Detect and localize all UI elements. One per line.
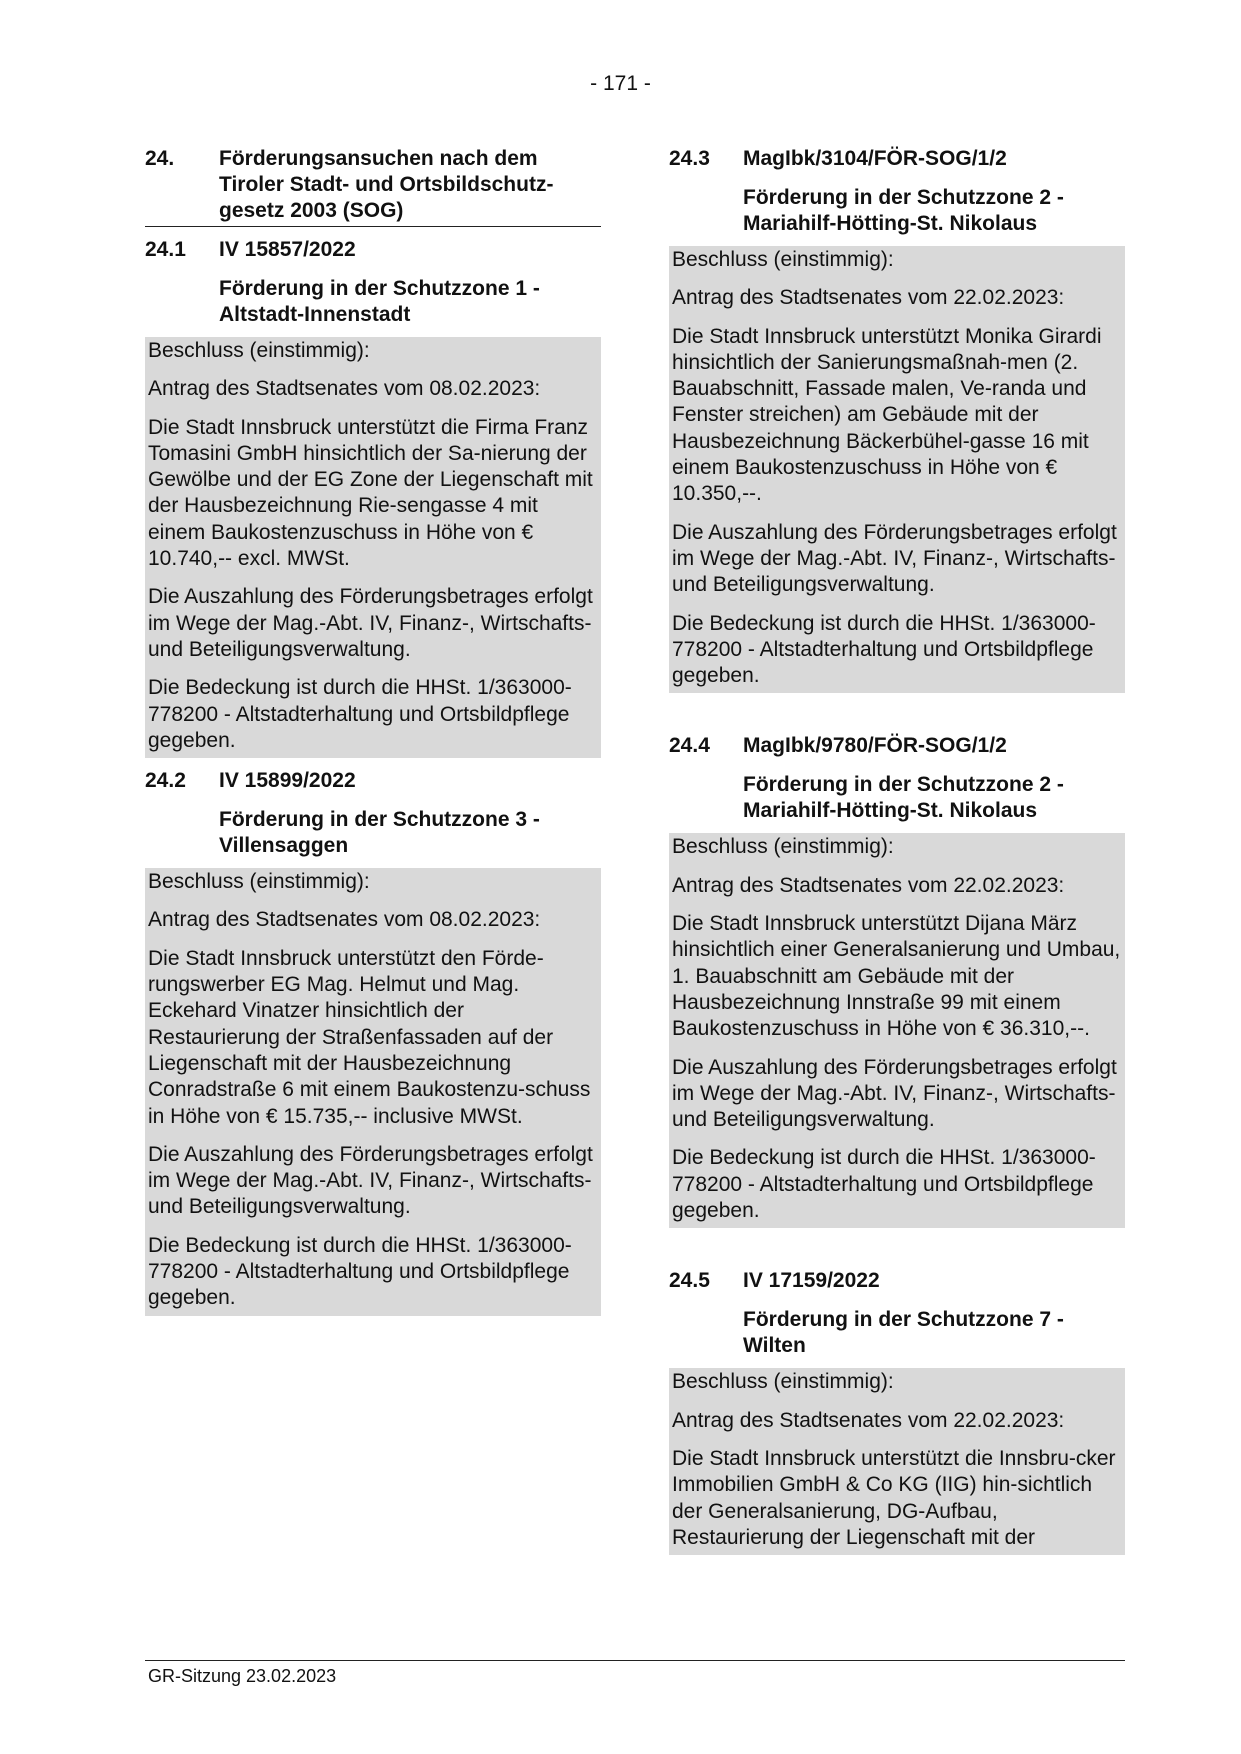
section-number: 24.5: [669, 1269, 710, 1293]
resolution-box: [145, 337, 601, 758]
payment-text: Die Auszahlung des Förderungsbetrages erfolgt im Wege der Mag.-Abt. IV, Finanz-, Wirtschafts- und Beteiligungsverwaltung.: [672, 1055, 1117, 1132]
section-subtitle: Förderung in der Schutzzone 7 - Wilten: [743, 1308, 1064, 1358]
section-heading: [669, 1268, 1125, 1294]
resolution-text: Die Stadt Innsbruck unterstützt Dijana März hinsichtlich einer Generalsanierung und Umbau, 1. Bauabschnitt am Gebäude mit der Hausbezeichnung Innstraße 99 mit einem Baukostenzuschuss in Höhe von € 36.310,--.: [672, 912, 1121, 1041]
beschluss-line: Beschluss (einstimmig):: [672, 1370, 894, 1394]
beschluss-line: Beschluss (einstimmig):: [672, 248, 894, 271]
section-heading: [669, 146, 1125, 172]
resolution-text: Die Stadt Innsbruck unterstützt die Firma Franz Tomasini GmbH hinsichtlich der Sa-nierung der Gewölbe und der EG Zone der Liegenschaft mit der Hausbezeichnung Rie-sengasse 4 mit einem Baukostenzuschuss in Höhe von € 10.740,-- excl. MWSt.: [148, 415, 593, 571]
payment-text: Die Auszahlung des Förderungsbetrages erfolgt im Wege der Mag.-Abt. IV, Finanz-, Wirtschafts- und Beteiligungsverwaltung.: [148, 585, 593, 661]
antrag-line: Antrag des Stadtsenates vom 22.02.2023:: [672, 286, 1065, 310]
resolution-box: [669, 246, 1125, 693]
right-column: [669, 146, 1125, 1555]
page-number: - 171 -: [590, 72, 651, 95]
footer-text: GR-Sitzung 23.02.2023: [148, 1666, 337, 1686]
coverage-text: Die Bedeckung ist durch die HHSt. 1/363000-778200 - Altstadterhaltung und Ortsbildpflege gegeben.: [672, 1146, 1096, 1223]
antrag-line: Antrag des Stadtsenates vom 22.02.2023:: [672, 873, 1065, 897]
section-heading: [145, 237, 601, 263]
antrag-line: Antrag des Stadtsenates vom 08.02.2023:: [148, 377, 541, 401]
main-heading: [145, 146, 601, 227]
section-24-4: [669, 733, 1125, 1228]
resolution-box: [669, 833, 1125, 1228]
section-ref: IV 15857/2022: [219, 238, 356, 261]
section-number: 24.4: [669, 734, 710, 758]
coverage-text: Die Bedeckung ist durch die HHSt. 1/363000-778200 - Altstadterhaltung und Ortsbildpflege gegeben.: [148, 1233, 572, 1310]
resolution-box: [145, 868, 601, 1315]
section-heading: [669, 733, 1125, 759]
section-subtitle: Förderung in der Schutzzone 1 - Altstadt-Innenstadt: [219, 277, 540, 326]
coverage-text: Die Bedeckung ist durch die HHSt. 1/363000-778200 - Altstadterhaltung und Ortsbildpflege gegeben.: [148, 676, 572, 752]
resolution-text: Die Stadt Innsbruck unterstützt die Innsbru-cker Immobilien GmbH & Co KG (IIG) hin-sichtlich der Generalsanierung, DG-Aufbau, Restaurierung der Liegenschaft mit der: [672, 1446, 1116, 1549]
antrag-line: Antrag des Stadtsenates vom 22.02.2023:: [672, 1408, 1065, 1432]
beschluss-line: Beschluss (einstimmig):: [148, 870, 370, 894]
resolution-text: Die Stadt Innsbruck unterstützt den Förde-rungswerber EG Mag. Helmut und Mag. Eckehard Vinatzer hinsichtlich der Restaurierung der Straßenfassaden auf der Liegenschaft mit der Hausbezeichnung Conradstraße 6 mit einem Baukostenzu-schuss in Höhe von € 15.735,-- inclusive MWSt.: [148, 946, 591, 1128]
section-number: 24.1: [145, 238, 186, 261]
section-heading: [145, 768, 601, 794]
section-subtitle: Förderung in der Schutzzone 2 - Mariahilf-Hötting-St. Nikolaus: [743, 773, 1064, 823]
resolution-text: Die Stadt Innsbruck unterstützt Monika Girardi hinsichtlich der Sanierungsmaßnah-men (2. Bauabschnitt, Fassade malen, Ve-randa und Fenster streichen) am Gebäude mit der Hausbezeichnung Bäckerbühel-gasse 16 mit einem Baukostenzuschuss in Höhe von € 10.350,--.: [672, 324, 1102, 506]
payment-text: Die Auszahlung des Förderungsbetrages erfolgt im Wege der Mag.-Abt. IV, Finanz-, Wirtschafts- und Beteiligungsverwaltung.: [672, 520, 1117, 597]
section-ref: MagIbk/3104/FÖR-SOG/1/2: [743, 147, 1007, 170]
section-subtitle: Förderung in der Schutzzone 2 - Mariahilf-Hötting-St. Nikolaus: [743, 186, 1064, 235]
resolution-box: [669, 1368, 1125, 1555]
left-column: [145, 146, 601, 1316]
beschluss-line: Beschluss (einstimmig):: [148, 339, 370, 362]
section-24-3: [669, 146, 1125, 693]
section-ref: IV 17159/2022: [743, 1269, 880, 1293]
coverage-text: Die Bedeckung ist durch die HHSt. 1/363000-778200 - Altstadterhaltung und Ortsbildpflege gegeben.: [672, 611, 1096, 688]
section-24-2: [145, 768, 601, 1315]
section-number: 24.2: [145, 769, 186, 793]
footer-divider: [145, 1660, 1125, 1661]
antrag-line: Antrag des Stadtsenates vom 08.02.2023:: [148, 908, 541, 932]
section-ref: IV 15899/2022: [219, 769, 356, 793]
section-24-1: [145, 237, 601, 758]
payment-text: Die Auszahlung des Förderungsbetrages erfolgt im Wege der Mag.-Abt. IV, Finanz-, Wirtschafts- und Beteiligungsverwaltung.: [148, 1142, 593, 1219]
section-ref: MagIbk/9780/FÖR-SOG/1/2: [743, 734, 1007, 758]
section-number: 24.3: [669, 147, 710, 170]
main-heading-title: Förderungsansuchen nach dem Tiroler Stadt- und Ortsbildschutz-gesetz 2003 (SOG): [219, 147, 554, 222]
section-subtitle: Förderung in der Schutzzone 3 - Villensaggen: [219, 808, 540, 858]
beschluss-line: Beschluss (einstimmig):: [672, 835, 894, 859]
main-heading-number: 24.: [145, 147, 175, 170]
section-24-5: [669, 1268, 1125, 1555]
